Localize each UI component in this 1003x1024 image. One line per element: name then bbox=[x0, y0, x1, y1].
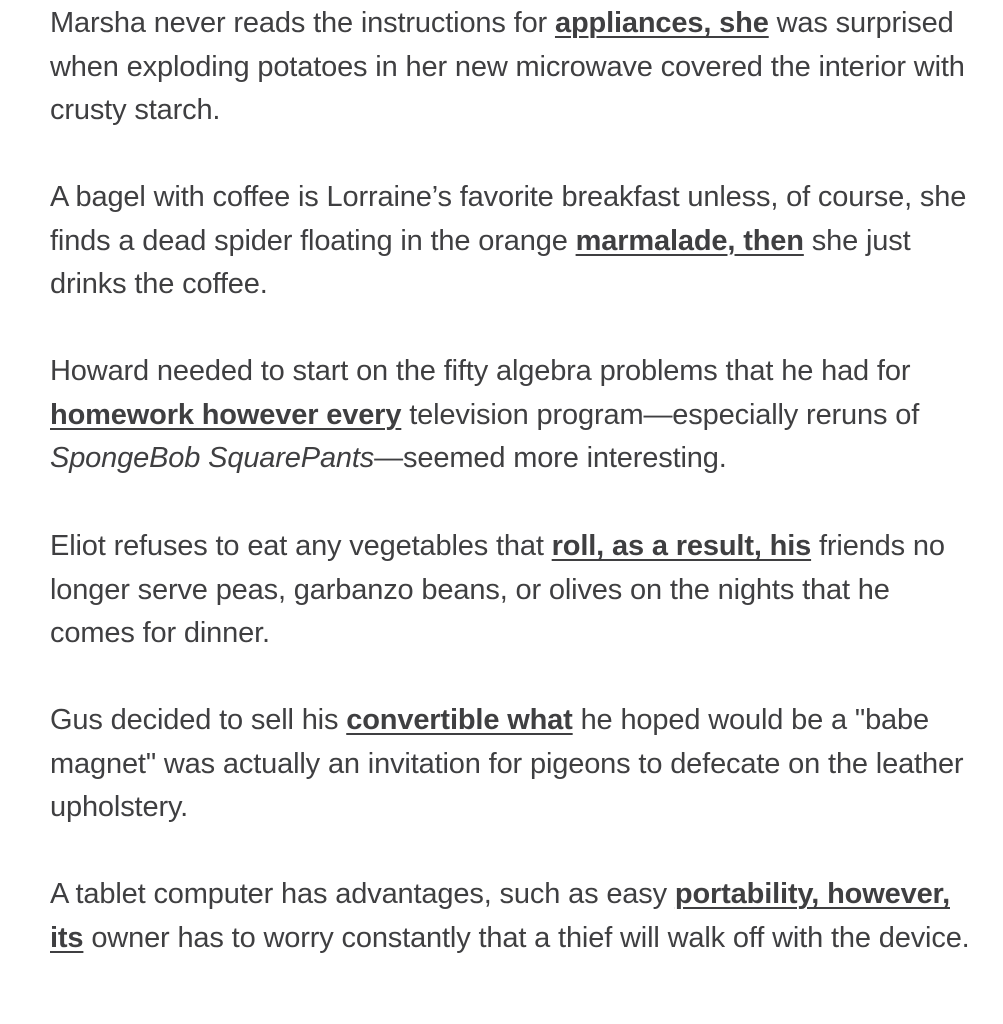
paragraph-4-error-highlight: roll, as a result, his bbox=[551, 530, 812, 562]
paragraph-6-text-after: owner has to worry constantly that a thief will walk off with the device. bbox=[83, 921, 970, 954]
paragraph-2-error-highlight: marmalade, then bbox=[575, 224, 804, 257]
sentence-paragraph-3 bbox=[50, 350, 980, 481]
sentence-paragraph-5 bbox=[50, 699, 980, 830]
paragraph-5-error-highlight: convertible what bbox=[346, 704, 573, 736]
sentence-paragraph-4 bbox=[50, 525, 980, 656]
paragraph-1-text-before: Marsha never reads the instructions for bbox=[50, 7, 555, 39]
paragraph-3-error-highlight: homework however every bbox=[50, 398, 402, 431]
paragraph-5-text-after: he hoped would be a "babe magnet" was actually an invitation for pigeons to defecate on the leather upholstery. bbox=[50, 704, 964, 823]
paragraph-3-text-mid: television program—especially reruns of bbox=[401, 398, 920, 431]
paragraph-1-error-highlight: appliances, she bbox=[554, 7, 769, 39]
paragraph-3-text-before: Howard needed to start on the fifty algebra problems that he had for bbox=[50, 355, 911, 387]
paragraph-2-text-before: A bagel with coffee is Lorraine’s favorite breakfast unless, of course, she finds a dead spider floating in the orange bbox=[50, 181, 967, 257]
sentence-paragraph-6 bbox=[50, 873, 980, 960]
paragraph-1-text-after: was surprised when exploding potatoes in her new microwave covered the interior with crusty starch. bbox=[50, 7, 965, 126]
paragraph-3-text-after: —seemed more interesting. bbox=[374, 442, 727, 474]
sentence-paragraph-2 bbox=[50, 176, 980, 307]
paragraph-6-error-highlight: portability, however, its bbox=[50, 878, 950, 954]
sentence-paragraph-1 bbox=[50, 2, 980, 133]
paragraph-2-text-after: she just drinks the coffee. bbox=[50, 224, 911, 300]
paragraph-4-text-after: friends no longer serve peas, garbanzo beans, or olives on the nights that he comes for dinner. bbox=[50, 530, 945, 649]
paragraph-6-text-before: A tablet computer has advantages, such as easy bbox=[50, 878, 675, 910]
paragraph-4-text-before: Eliot refuses to eat any vegetables that bbox=[50, 530, 552, 562]
paragraph-5-text-before: Gus decided to sell his bbox=[50, 704, 347, 736]
paragraph-3-show-title: SpongeBob SquarePants bbox=[50, 442, 375, 474]
